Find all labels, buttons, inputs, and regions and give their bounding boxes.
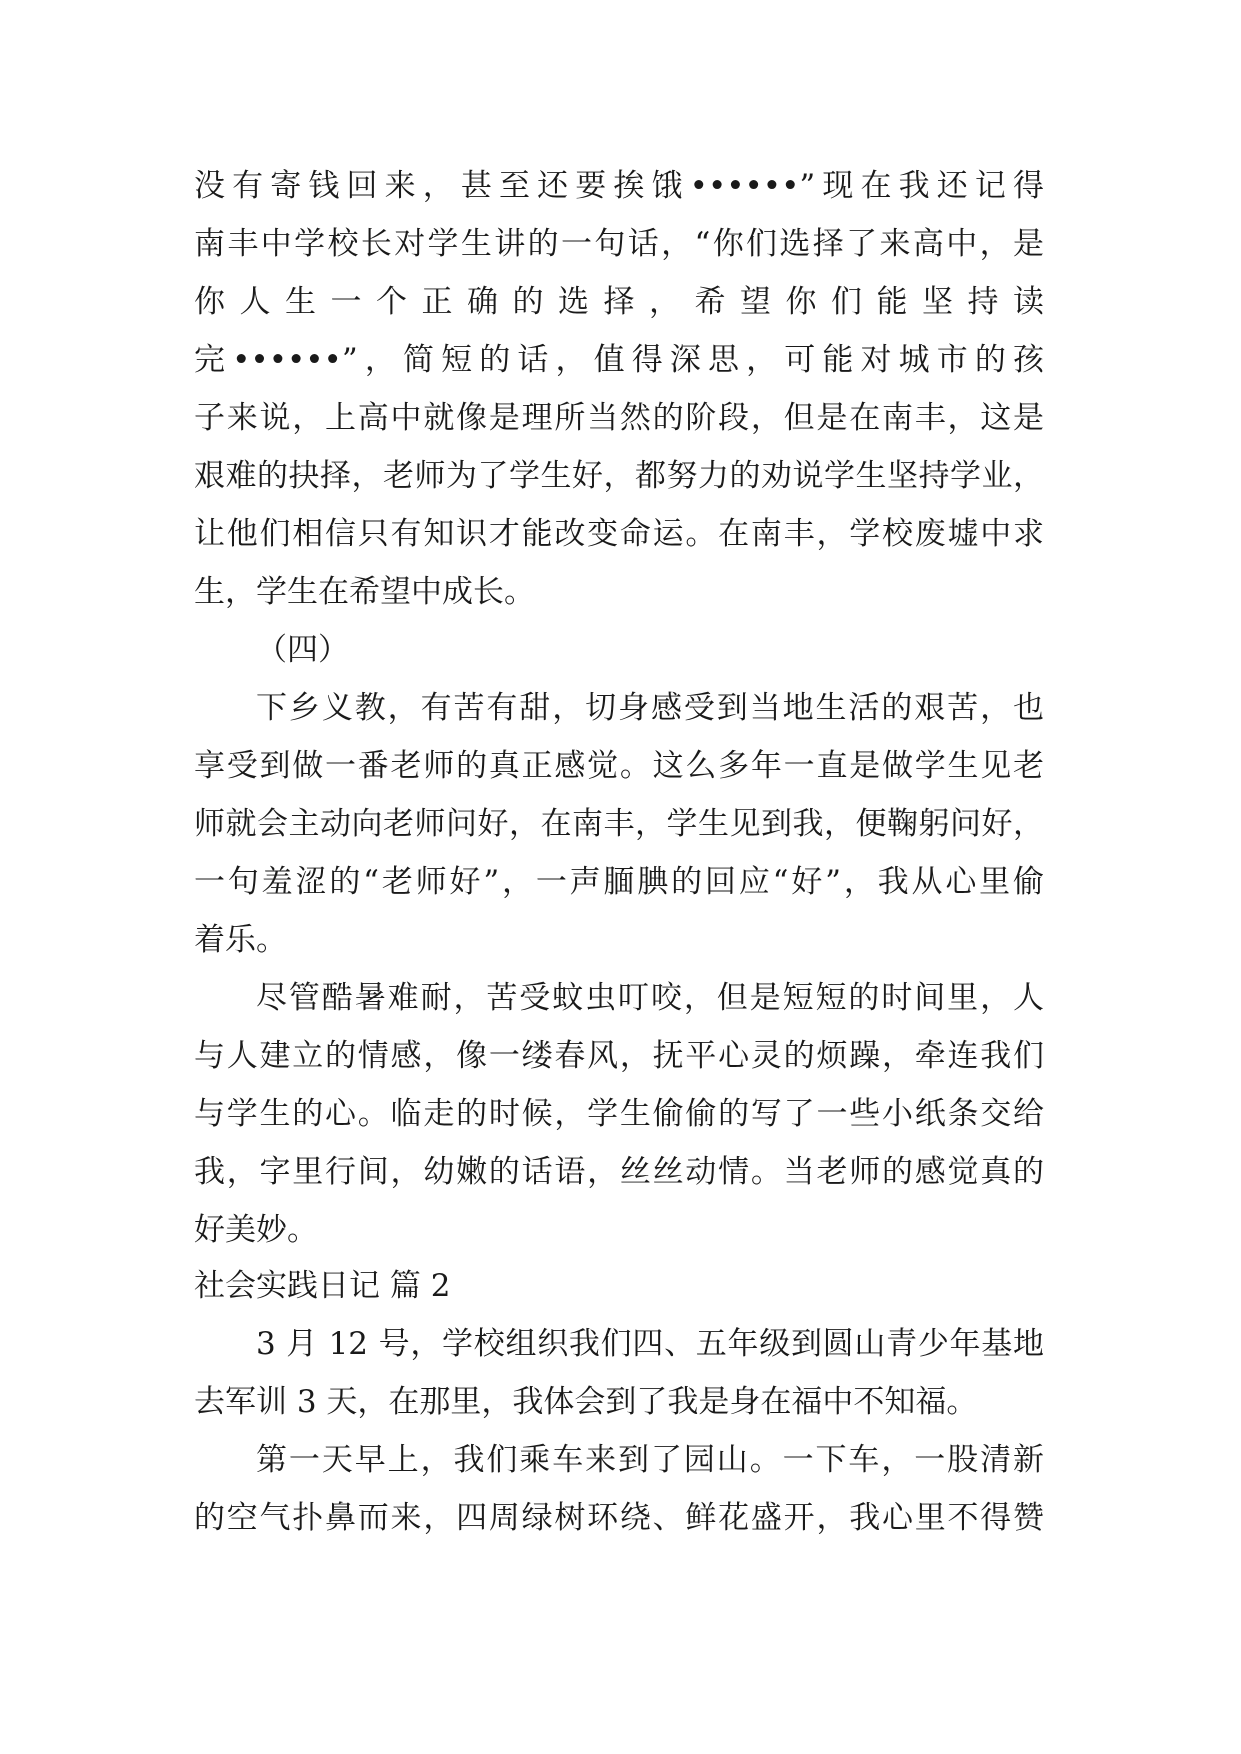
text-line: 着乐。 — [194, 922, 287, 958]
text-line: 与人建立的情感，像一缕春风，抚平心灵的烦躁，牵连我们 — [194, 1038, 1044, 1074]
text-line: 艰难的抉择，老师为了学生好，都努力的劝说学生坚持学业， — [194, 458, 1044, 494]
text-line: 去军训 3 天，在那里，我体会到了我是身在福中不知福。 — [194, 1384, 978, 1420]
text-line: 一句羞涩的“老师好”，一声腼腆的回应“好”，我从心里偷 — [194, 864, 1044, 900]
paragraph-first-line: 3 月 12 号，学校组织我们四、五年级到圆山青少年基地 — [256, 1326, 1044, 1362]
text-line: 享受到做一番老师的真正感觉。这么多年一直是做学生见老 — [194, 748, 1044, 784]
text-line: 你 人 生 一 个 正 确 的 选 择 ， 希 望 你 们 能 坚 持 读 — [194, 284, 1044, 320]
section-heading: 社会实践日记 篇 2 — [194, 1268, 451, 1304]
text-line: 师就会主动向老师问好，在南丰，学生见到我，便鞠躬问好， — [194, 806, 1044, 842]
text-line: 与学生的心。临走的时候，学生偷偷的写了一些小纸条交给 — [194, 1096, 1044, 1132]
text-line: 南丰中学校长对学生讲的一句话，“你们选择了来高中，是 — [194, 226, 1044, 262]
text-line: 我，字里行间，幼嫩的话语，丝丝动情。当老师的感觉真的 — [194, 1154, 1044, 1190]
section-number: （四） — [256, 632, 349, 668]
text-line: 让他们相信只有知识才能改变命运。在南丰，学校废墟中求 — [194, 516, 1044, 552]
text-line: 没有寄钱回来，甚至还要挨饿••••••”现在我还记得 — [194, 168, 1044, 204]
text-line: 生，学生在希望中成长。 — [194, 574, 535, 610]
text-line: 完••••••”，简短的话，值得深思，可能对城市的孩 — [194, 342, 1044, 378]
paragraph-first-line: 第一天早上，我们乘车来到了园山。一下车，一股清新 — [256, 1442, 1044, 1478]
paragraph-first-line: 尽管酷暑难耐，苦受蚊虫叮咬，但是短短的时间里，人 — [256, 980, 1044, 1016]
paragraph-first-line: 下乡义教，有苦有甜，切身感受到当地生活的艰苦，也 — [256, 690, 1044, 726]
text-line: 的空气扑鼻而来，四周绿树环绕、鲜花盛开，我心里不得赞 — [194, 1500, 1044, 1536]
text-line: 子来说，上高中就像是理所当然的阶段，但是在南丰，这是 — [194, 400, 1044, 436]
text-line: 好美妙。 — [194, 1212, 318, 1248]
